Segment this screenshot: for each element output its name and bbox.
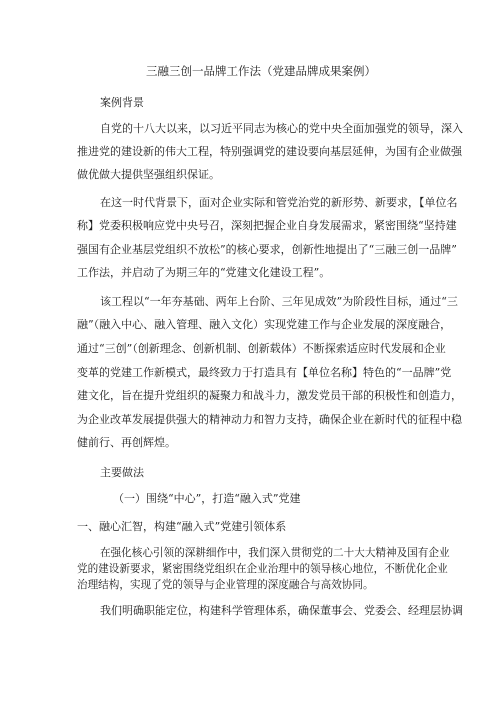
paragraph-line: 为企业改革发展提供强大的精神动力和智力支持，确保企业在新时代的征程中稳	[77, 413, 462, 426]
paragraph-line: 强国有企业基层党组织不放松”的核心要求，创新性地提出了“三融三创一品牌”	[77, 243, 457, 256]
paragraph-line: 在强化核心引领的深耕细作中，我们深入贯彻党的二十大大精神及国有企业	[100, 547, 450, 559]
paragraph-line: 通过“三创”（创新理念、创新机制、创新载体）不断探索适应时代发展和企业	[77, 342, 446, 355]
paragraph-line: 推进党的建设新的伟大工程，特别强调党的建设要向基层延伸，为国有企业做强	[77, 145, 462, 158]
paragraph-line: 建文化，旨在提升党组织的凝聚力和战斗力，激发党员干部的积极性和创造力，	[77, 389, 462, 402]
paragraph-line: 该工程以“一年夯基础、两年上台阶、三年见成效”为阶段性目标，通过“三	[100, 295, 458, 308]
paragraph-line: 自党的十八大以来，以习近平同志为核心的党中央全面加强党的领导，深入	[100, 122, 463, 135]
paragraph-line: 融”（融入中心、融入管理、融入文化）实现党建工作与企业发展的深度融合，	[77, 318, 452, 331]
paragraph-line: 工作法，并启动了为期三年的“党建文化建设工程”。	[77, 266, 331, 279]
paragraph-line: 做优做大提供坚强组织保证。	[77, 168, 220, 181]
paragraph-line: 党的建设新要求，紧密围绕党组织在企业治理中的领导核心地位，不断优化企业	[77, 563, 448, 575]
paragraph-line: 称】党委积极响应党中央号召，深刻把握企业自身发展需求，紧密围绕“坚持建	[77, 219, 457, 232]
section-heading-main-practices: 主要做法	[100, 466, 144, 479]
paragraph-line: 治理结构，实现了党的领导与企业管理的深度融合与高效协同。	[77, 579, 374, 591]
paragraph-line: 在这一时代背景下，面对企业实际和管党治党的新形势、新要求，【单位名	[100, 196, 458, 209]
paragraph-line: 变革的党建工作新模式，最终致力于打造具有【单位名称】特色的“一品牌”党	[77, 366, 452, 379]
item-heading: 一、融心汇智，构建“融入式”党建引领体系	[77, 520, 287, 533]
document-title: 三融三创一品牌工作法（党建品牌成果案例）	[146, 64, 376, 78]
paragraph-line: 健前行、再创辉煌。	[77, 436, 176, 449]
subsection-heading: （一）围绕“中心”，打造“融入式”党建	[113, 492, 301, 505]
paragraph-line: 我们明确职能定位，构建科学管理体系，确保董事会、党委会、经理层协调	[100, 604, 463, 617]
section-heading-case-background: 案例背景	[100, 96, 144, 109]
